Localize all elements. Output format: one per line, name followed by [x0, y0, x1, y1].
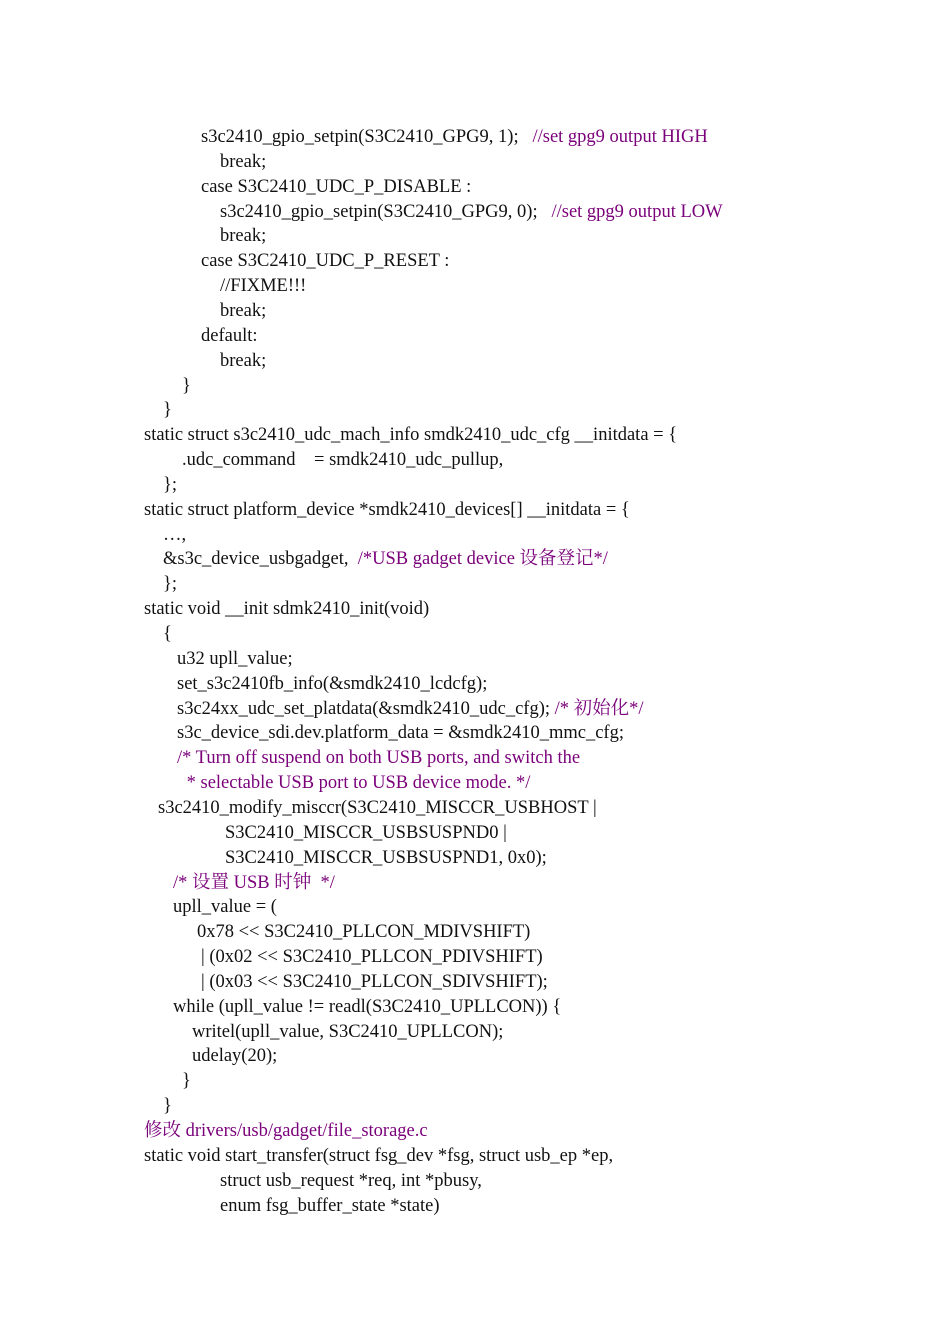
code-line — [220, 201, 723, 223]
code-text: default: — [201, 326, 258, 346]
code-text: static void start_transfer(struct fsg_dev *fsg, struct usb_ep *ep, — [144, 1146, 614, 1166]
code-line — [220, 151, 266, 173]
code-text: writel(upll_value, S3C2410_UPLLCON); — [192, 1022, 504, 1042]
code-line — [144, 598, 429, 620]
code-text: S3C2410_MISCCR_USBSUSPND0 | — [225, 823, 507, 843]
code-line — [201, 176, 471, 198]
code-line — [201, 946, 543, 968]
code-line — [177, 698, 644, 720]
code-line — [177, 673, 487, 695]
code-text: | (0x02 << S3C2410_PLLCON_PDIVSHIFT) — [201, 947, 543, 967]
code-text: struct usb_request *req, int *pbusy, — [220, 1171, 482, 1191]
code-text: } — [163, 400, 172, 420]
code-comment: /* Turn off suspend on both USB ports, and switch the — [177, 748, 581, 768]
code-line — [144, 1145, 613, 1167]
code-text: } — [182, 376, 191, 396]
code-line — [163, 524, 186, 546]
code-line — [144, 1120, 428, 1142]
code-text: | (0x03 << S3C2410_PLLCON_SDIVSHIFT); — [201, 972, 548, 992]
code-text: static struct s3c2410_udc_mach_info smdk2410_udc_cfg __initdata = { — [144, 425, 678, 445]
code-text: s3c24xx_udc_set_platdata(&smdk2410_udc_cfg); — [177, 699, 555, 719]
code-text: s3c2410_gpio_setpin(S3C2410_GPG9, 1); — [201, 127, 519, 147]
code-text: s3c2410_modify_misccr(S3C2410_MISCCR_USBHOST | — [158, 798, 597, 818]
code-line — [220, 225, 266, 247]
code-line — [201, 126, 708, 148]
code-line — [182, 772, 530, 794]
code-text: } — [163, 1096, 172, 1116]
code-text: { — [163, 624, 172, 644]
code-text: enum fsg_buffer_state *state) — [220, 1196, 440, 1216]
code-line — [201, 971, 548, 993]
code-line — [182, 375, 191, 397]
code-comment: /*USB gadget device 设备登记*/ — [357, 549, 608, 569]
code-line — [144, 424, 677, 446]
code-line — [158, 797, 597, 819]
code-line — [163, 548, 608, 570]
code-text: case S3C2410_UDC_P_DISABLE : — [201, 177, 472, 197]
code-line — [182, 1070, 191, 1092]
code-line — [173, 872, 335, 894]
code-text: }; — [163, 574, 178, 594]
code-comment: /* 初始化*/ — [554, 699, 644, 719]
code-comment: 修改 drivers/usb/gadget/file_storage.c — [144, 1121, 428, 1141]
code-line — [182, 449, 503, 471]
code-text: udelay(20); — [192, 1046, 278, 1066]
code-comment: * selectable USB port to USB device mode. */ — [182, 773, 531, 793]
code-text: while (upll_value != readl(S3C2410_UPLLCON)) { — [173, 997, 562, 1017]
code-text: s3c2410_gpio_setpin(S3C2410_GPG9, 0); — [220, 202, 538, 222]
code-text: 0x78 << S3C2410_PLLCON_MDIVSHIFT) — [197, 922, 531, 942]
code-line — [220, 300, 266, 322]
code-line — [163, 474, 177, 496]
code-line — [201, 250, 449, 272]
code-line — [225, 822, 507, 844]
code-text: } — [182, 1071, 191, 1091]
code-line — [144, 499, 630, 521]
code-line — [220, 1170, 482, 1192]
code-line — [177, 747, 580, 769]
code-line — [192, 1045, 277, 1067]
code-text: static void __init sdmk2410_init(void) — [144, 599, 430, 619]
code-line — [201, 325, 258, 347]
code-text: static struct platform_device *smdk2410_devices[] __initdata = { — [144, 500, 630, 520]
code-text: }; — [163, 475, 178, 495]
code-line — [177, 722, 624, 744]
code-text: break; — [220, 301, 267, 321]
code-comment: //set gpg9 output LOW — [537, 202, 723, 222]
code-text: set_s3c2410fb_info(&smdk2410_lcdcfg); — [177, 674, 488, 694]
code-comment: /* 设置 USB 时钟 */ — [173, 873, 335, 893]
code-text: …, — [163, 525, 187, 545]
code-text: case S3C2410_UDC_P_RESET : — [201, 251, 450, 271]
code-line — [163, 623, 172, 645]
code-line — [197, 921, 530, 943]
code-line — [163, 399, 172, 421]
code-line — [163, 573, 177, 595]
code-line — [220, 275, 306, 297]
code-line — [192, 1021, 503, 1043]
code-line — [225, 847, 547, 869]
code-text: u32 upll_value; — [177, 649, 293, 669]
code-text: //FIXME!!! — [220, 276, 307, 296]
code-line — [177, 648, 293, 670]
code-line — [173, 996, 561, 1018]
code-text: break; — [220, 152, 267, 172]
code-text: S3C2410_MISCCR_USBSUSPND1, 0x0); — [225, 848, 547, 868]
code-line — [173, 896, 277, 918]
code-comment: //set gpg9 output HIGH — [518, 127, 708, 147]
code-text: break; — [220, 226, 267, 246]
code-text: .udc_command = smdk2410_udc_pullup, — [182, 450, 504, 470]
code-line — [163, 1095, 172, 1117]
code-line — [220, 350, 266, 372]
code-text: break; — [220, 351, 267, 371]
code-text: s3c_device_sdi.dev.platform_data = &smdk2410_mmc_cfg; — [177, 723, 624, 743]
code-line — [220, 1195, 440, 1217]
code-text: &s3c_device_usbgadget, — [163, 549, 358, 569]
code-text: upll_value = ( — [173, 897, 277, 917]
